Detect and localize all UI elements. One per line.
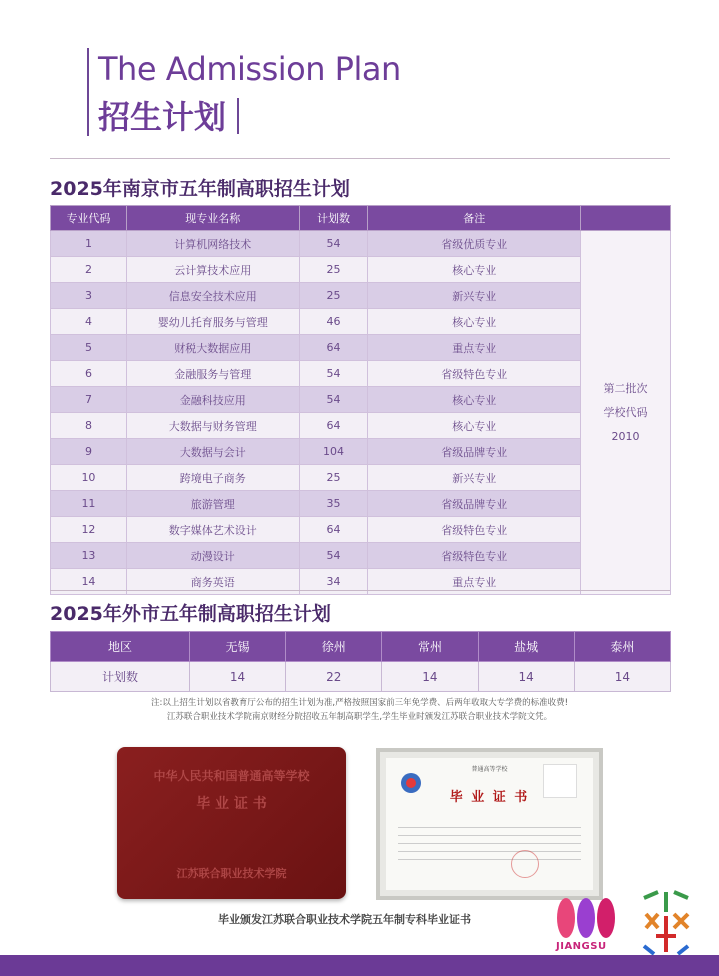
count-yancheng: 14: [478, 662, 574, 692]
col-header-count: 计划数: [299, 206, 368, 231]
cell-code: 1: [51, 231, 127, 257]
cell-name: 大数据与财务管理: [126, 413, 299, 439]
cell-count: 54: [299, 231, 368, 257]
white-cert-top: 普通高等学校: [471, 766, 508, 773]
cell-code: 5: [51, 335, 127, 361]
cell-code: 6: [51, 361, 127, 387]
batch-info-cell: [581, 231, 671, 595]
col-header-side: [581, 206, 671, 231]
cell-code: 8: [51, 413, 127, 439]
cell-note: 省级品牌专业: [368, 439, 581, 465]
cell-note: 省级特色专业: [368, 543, 581, 569]
cell-count: 54: [299, 543, 368, 569]
red-cert-header: 中华人民共和国普通高等学校: [153, 769, 310, 783]
region-xuzhou: 徐州: [286, 632, 382, 662]
cell-count: 64: [299, 413, 368, 439]
certificate-caption: 毕业颁发江苏联合职业技术学院五年制专科毕业证书: [218, 913, 471, 926]
cell-name: 财税大数据应用: [126, 335, 299, 361]
section1-divider: [50, 158, 670, 159]
region-yancheng: 盐城: [478, 632, 574, 662]
cell-note: 重点专业: [368, 335, 581, 361]
count-xuzhou: 22: [286, 662, 382, 692]
section2-divider: [50, 590, 670, 591]
cell-note: 重点专业: [368, 569, 581, 595]
plan-count-label: 计划数: [51, 662, 190, 692]
region-changzhou: 常州: [382, 632, 478, 662]
white-certificate-image: [376, 748, 603, 900]
cell-note: 核心专业: [368, 309, 581, 335]
school-code-value: 2010: [611, 429, 640, 443]
other-cities-plan-table: [50, 631, 671, 692]
cell-count: 25: [299, 283, 368, 309]
table-row: [51, 231, 671, 257]
cell-count: 64: [299, 335, 368, 361]
table-row: [51, 413, 671, 439]
cell-code: 3: [51, 283, 127, 309]
region-header-row: [51, 632, 671, 662]
cell-note: 省级品牌专业: [368, 491, 581, 517]
cell-code: 13: [51, 543, 127, 569]
cell-count: 64: [299, 517, 368, 543]
col-header-code: 专业代码: [51, 206, 127, 231]
cell-name: 金融科技应用: [126, 387, 299, 413]
table-row: [51, 543, 671, 569]
su-character-logo-icon: [636, 888, 696, 956]
cell-code: 12: [51, 517, 127, 543]
photo-placeholder: [543, 764, 577, 798]
cell-code: 4: [51, 309, 127, 335]
red-cert-title: 毕 业 证 书: [196, 796, 267, 812]
page-title-cn: 招生计划: [98, 98, 227, 136]
page-title-en: The Admission Plan: [98, 50, 401, 88]
table-row: [51, 387, 671, 413]
col-header-name: 现专业名称: [126, 206, 299, 231]
red-certificate-image: [117, 747, 346, 899]
cell-code: 7: [51, 387, 127, 413]
table-row: [51, 439, 671, 465]
region-header-label: 地区: [51, 632, 190, 662]
cell-name: 大数据与会计: [126, 439, 299, 465]
cell-count: 34: [299, 569, 368, 595]
count-taizhou: 14: [574, 662, 670, 692]
region-taizhou: 泰州: [574, 632, 670, 662]
cert-text-lines: [398, 820, 581, 867]
cell-name: 金融服务与管理: [126, 361, 299, 387]
nanjing-plan-table: [50, 205, 671, 595]
cell-code: 10: [51, 465, 127, 491]
bottom-accent-bar: [0, 955, 719, 976]
section1-title: 2025年南京市五年制高职招生计划: [50, 178, 350, 200]
cell-count: 104: [299, 439, 368, 465]
note-line-2: 江苏联合职业技术学院南京财经分院招收五年制高职学生,学生毕业时颁发江苏联合职业技术学院文凭。: [166, 712, 553, 722]
cell-code: 14: [51, 569, 127, 595]
cell-note: 省级优质专业: [368, 231, 581, 257]
cell-name: 云计算技术应用: [126, 257, 299, 283]
cell-note: 省级特色专业: [368, 517, 581, 543]
table-row: [51, 283, 671, 309]
col-header-note: 备注: [368, 206, 581, 231]
cell-name: 商务英语: [126, 569, 299, 595]
table-row: [51, 517, 671, 543]
table-row: [51, 491, 671, 517]
table-row: [51, 257, 671, 283]
jiangsu-logo-text: JIANGSU: [556, 941, 607, 952]
cell-count: 46: [299, 309, 368, 335]
count-wuxi: 14: [189, 662, 285, 692]
cell-note: 省级特色专业: [368, 361, 581, 387]
cell-name: 跨境电子商务: [126, 465, 299, 491]
white-cert-body: [386, 758, 593, 890]
cell-count: 54: [299, 387, 368, 413]
cell-name: 婴幼儿托育服务与管理: [126, 309, 299, 335]
section2-title: 2025年外市五年制高职招生计划: [50, 603, 331, 625]
cell-code: 9: [51, 439, 127, 465]
header-left-rule: [87, 48, 89, 136]
table-header-row: [51, 206, 671, 231]
white-cert-title: 毕 业 证 书: [449, 790, 530, 805]
cell-name: 旅游管理: [126, 491, 299, 517]
table-row: [51, 309, 671, 335]
table-row: [51, 361, 671, 387]
red-cert-issuer: 江苏联合职业技术学院: [176, 867, 287, 880]
cell-count: 25: [299, 257, 368, 283]
table-row: [51, 335, 671, 361]
cell-name: 信息安全技术应用: [126, 283, 299, 309]
cell-note: 新兴专业: [368, 283, 581, 309]
cell-note: 核心专业: [368, 413, 581, 439]
cell-name: 数字媒体艺术设计: [126, 517, 299, 543]
school-code-label: 学校代码: [603, 405, 648, 419]
red-seal: [511, 850, 539, 878]
cell-name: 计算机网络技术: [126, 231, 299, 257]
note-line-1: 注:以上招生计划以省教育厅公布的招生计划为准,严格按照国家前三年免学费、后两年收取大专学费的标准收费!: [151, 698, 568, 708]
count-changzhou: 14: [382, 662, 478, 692]
cell-count: 54: [299, 361, 368, 387]
cell-count: 35: [299, 491, 368, 517]
plan-count-row: [51, 662, 671, 692]
cell-name: 动漫设计: [126, 543, 299, 569]
title-cursor-rule: [237, 98, 239, 134]
cell-count: 25: [299, 465, 368, 491]
cell-note: 新兴专业: [368, 465, 581, 491]
cell-note: 核心专业: [368, 257, 581, 283]
cell-code: 11: [51, 491, 127, 517]
cell-code: 2: [51, 257, 127, 283]
cell-note: 核心专业: [368, 387, 581, 413]
table-row: [51, 465, 671, 491]
batch-label: 第二批次: [603, 381, 648, 395]
region-wuxi: 无锡: [189, 632, 285, 662]
